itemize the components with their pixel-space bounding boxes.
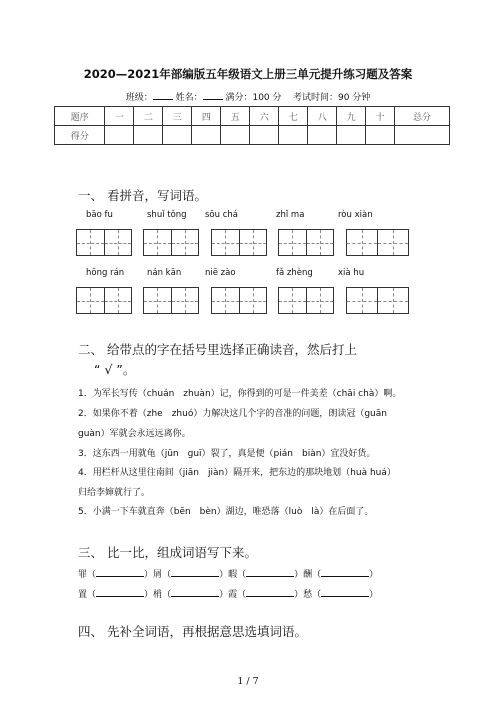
writing-grid[interactable] <box>143 229 199 256</box>
grid-cell[interactable] <box>347 230 378 255</box>
grid-cell[interactable] <box>212 230 240 255</box>
answer-blank[interactable] <box>96 588 144 597</box>
class-label: 班级： <box>125 93 153 103</box>
grid-cell[interactable] <box>307 230 334 255</box>
score-header-row <box>55 107 450 126</box>
grid-cell[interactable] <box>378 288 408 313</box>
exam-info <box>0 90 496 103</box>
grid-cell[interactable] <box>212 288 240 313</box>
grid-cell[interactable] <box>77 230 105 255</box>
writing-grid[interactable] <box>211 229 267 256</box>
score-header-4: 四 <box>192 107 221 126</box>
grid-cell[interactable] <box>307 288 334 313</box>
question-line-0: 1．为军长写传（chuán zhuàn）记，你得到的可是一件美差（chāi chà）啊。 <box>78 389 402 399</box>
score-header-10: 十 <box>366 107 395 126</box>
compare-char: 屑 <box>153 570 163 580</box>
pinyin-row1-1: shuǐ tǒng <box>147 210 187 220</box>
pinyin-row1-0: bāo fu <box>86 210 113 220</box>
full-score: 满分：100 分 <box>225 93 282 103</box>
grid-cell[interactable] <box>378 230 408 255</box>
score-cell-1[interactable] <box>105 126 134 145</box>
score-cell-7[interactable] <box>279 126 308 145</box>
question-line-5: 归给李婶就行了。 <box>78 488 151 498</box>
score-header-8: 八 <box>308 107 337 126</box>
name-blank[interactable] <box>203 91 223 100</box>
score-header-1: 一 <box>105 107 134 126</box>
score-cell-5[interactable] <box>221 126 250 145</box>
section2-heading-line1: 二、 给带点的字在括号里选择正确读音，然后打上 <box>78 342 357 357</box>
section3-heading: 三、 比一比，组成词语写下来。 <box>78 545 257 560</box>
score-header-6: 六 <box>250 107 279 126</box>
compare-char: 罪 <box>78 570 88 580</box>
answer-blank[interactable] <box>246 588 294 597</box>
score-header-5: 五 <box>221 107 250 126</box>
compare-char: 酬 <box>303 570 313 580</box>
page-number: 1 / 7 <box>237 676 259 687</box>
compare-char: 愁 <box>303 590 313 600</box>
score-value-row <box>55 126 450 145</box>
pinyin-row1-2: sōu chá <box>205 210 238 220</box>
score-cell-8[interactable] <box>308 126 337 145</box>
score-cell-4[interactable] <box>192 126 221 145</box>
question-line-2: guàn）军就会永远远离你。 <box>78 429 191 439</box>
score-cell-11[interactable] <box>395 126 450 145</box>
pinyin-row2-4: xià hu <box>338 268 365 278</box>
answer-blank[interactable] <box>96 568 144 577</box>
grid-cell[interactable] <box>279 230 307 255</box>
score-header-2: 二 <box>134 107 163 126</box>
writing-grid[interactable] <box>76 287 132 314</box>
section2-heading-line2: “ √ ”。 <box>94 362 136 377</box>
grid-cell[interactable] <box>77 288 105 313</box>
writing-grid[interactable] <box>143 287 199 314</box>
pinyin-row2-2: niē zào <box>205 268 236 278</box>
compare-char: 暇 <box>228 570 238 580</box>
page-title: 2020—2021年部编版五年级语文上册三单元提升练习题及答案 <box>83 67 413 81</box>
grid-cell[interactable] <box>172 230 199 255</box>
score-table <box>54 106 450 145</box>
grid-cell[interactable] <box>240 230 267 255</box>
score-header-7: 七 <box>279 107 308 126</box>
score-header-11: 总分 <box>395 107 450 126</box>
answer-blank[interactable] <box>246 568 294 577</box>
exam-time: 考试时间：90 分钟 <box>292 93 371 103</box>
grid-cell[interactable] <box>144 288 172 313</box>
question-line-4: 4．用栏杆从这里往南间（jiān jiàn）隔开来，把东边的那块地划（huà huá） <box>78 468 396 478</box>
pinyin-row2-0: hōng rán <box>86 268 125 278</box>
grid-cell[interactable] <box>347 288 378 313</box>
compare-char: 霞 <box>228 590 238 600</box>
grid-cell[interactable] <box>279 288 307 313</box>
writing-grid[interactable] <box>346 287 409 314</box>
compare-row-row2: 置（ ）梢（ ）霞（ ）愁（ ） <box>78 590 379 600</box>
answer-blank[interactable] <box>321 568 369 577</box>
pinyin-row2-1: nán kān <box>147 268 182 278</box>
answer-blank[interactable] <box>171 588 219 597</box>
pinyin-row2-3: fǎ zhèng <box>276 268 313 278</box>
grid-cell[interactable] <box>105 230 132 255</box>
score-header-3: 三 <box>163 107 192 126</box>
score-cell-9[interactable] <box>337 126 366 145</box>
name-label: 姓名： <box>175 93 203 103</box>
question-line-3: 3．这东西一用就龟（jūn guī）裂了，真是便（pián biàn）宜没好货。 <box>78 449 376 459</box>
answer-blank[interactable] <box>321 588 369 597</box>
section1-heading: 一、 看拼音，写词语。 <box>78 188 207 203</box>
score-cell-6[interactable] <box>250 126 279 145</box>
score-cell-10[interactable] <box>366 126 395 145</box>
writing-grid[interactable] <box>346 229 409 256</box>
compare-row-row1: 罪（ ）屑（ ）暇（ ）酬（ ） <box>78 570 379 580</box>
pinyin-row1-4: ròu xiàn <box>338 210 373 220</box>
section4-heading: 四、 先补全词语，再根据意思选填词语。 <box>78 624 307 639</box>
writing-grid[interactable] <box>278 229 334 256</box>
writing-grid[interactable] <box>278 287 334 314</box>
grid-cell[interactable] <box>144 230 172 255</box>
score-cell-3[interactable] <box>163 126 192 145</box>
score-cell-2[interactable] <box>134 126 163 145</box>
score-row-label: 得分 <box>55 126 105 145</box>
answer-blank[interactable] <box>171 568 219 577</box>
score-header-0: 题序 <box>55 107 105 126</box>
pinyin-row1-3: zhǐ ma <box>276 210 305 220</box>
writing-grid[interactable] <box>211 287 267 314</box>
compare-char: 梢 <box>153 590 163 600</box>
writing-grid[interactable] <box>76 229 132 256</box>
grid-cell[interactable] <box>105 288 132 313</box>
class-blank[interactable] <box>153 91 173 100</box>
score-header-9: 九 <box>337 107 366 126</box>
grid-cell[interactable] <box>240 288 267 313</box>
grid-cell[interactable] <box>172 288 199 313</box>
compare-char: 置 <box>78 590 88 600</box>
question-line-1: 2．如果你不着（zhe zhuó）力解决这几个字的音准的问题，朗读冠（guān <box>78 409 387 419</box>
question-line-6: 5．小满一下车就直奔（bēn bèn）湖边，唯恐落（luò là）在后面了。 <box>78 507 374 517</box>
